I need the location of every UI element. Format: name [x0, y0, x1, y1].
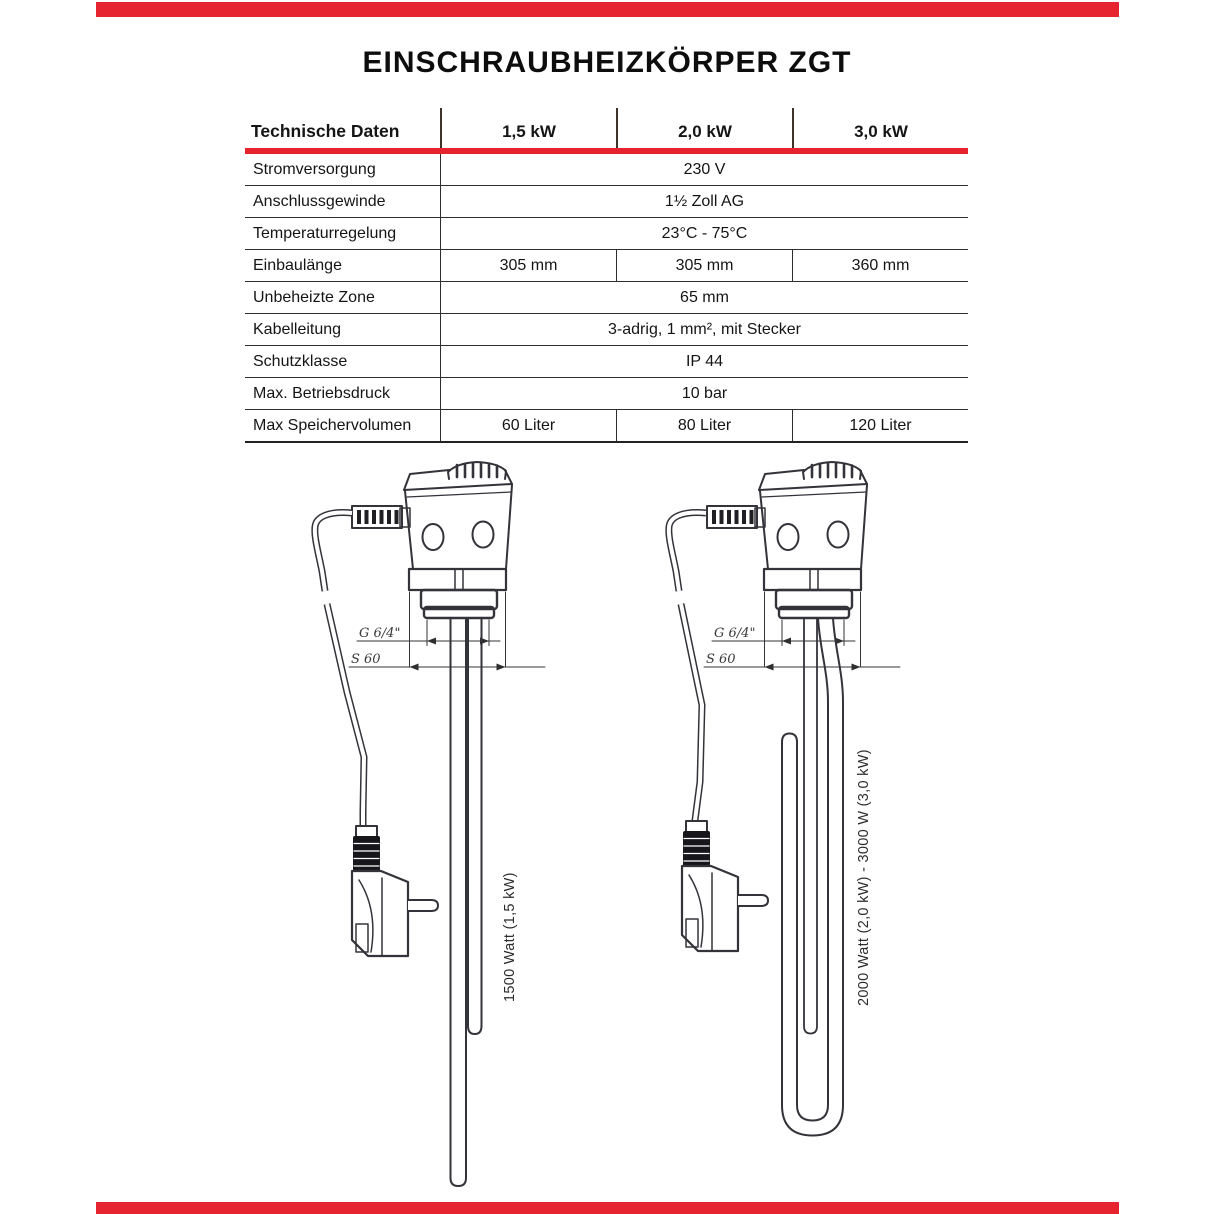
row-value: 305 mm — [616, 250, 792, 281]
power-cable — [669, 513, 706, 828]
row-label: Schutzklasse — [253, 352, 348, 370]
table-row — [245, 346, 968, 378]
row-label: Unbeheizte Zone — [253, 288, 375, 306]
col-header-3-0kw: 3,0 kW — [792, 108, 968, 148]
row-value: 305 mm — [440, 250, 616, 281]
heating-rod — [451, 618, 467, 1186]
row-label: Max Speichervolumen — [253, 416, 412, 434]
page-title: EINSCHRAUBHEIZKÖRPER ZGT — [362, 46, 852, 79]
row-label: Temperaturregelung — [253, 224, 397, 242]
row-label: Stromversorgung — [253, 160, 376, 178]
power-rating-label: 2000 Watt (2,0 kW) - 3000 W (3,0 kW) — [856, 749, 872, 1006]
schuko-plug — [682, 821, 768, 951]
wrench-dimension-label: S 60 — [351, 652, 381, 667]
table-header-row — [245, 108, 968, 148]
schuko-plug — [352, 826, 438, 956]
top-red-rule — [96, 2, 1119, 17]
row-value: 65 mm — [440, 282, 968, 313]
row-value: 120 Liter — [792, 410, 968, 441]
technical-drawings — [280, 452, 960, 1214]
table-row — [245, 250, 968, 282]
row-value: 80 Liter — [616, 410, 792, 441]
row-value: 60 Liter — [440, 410, 616, 441]
table-row — [245, 378, 968, 410]
table-row — [245, 282, 968, 314]
row-value: 3-adrig, 1 mm², mit Stecker — [440, 314, 968, 345]
row-value: 230 V — [440, 154, 968, 185]
bottom-red-rule — [96, 1202, 1119, 1214]
table-row — [245, 218, 968, 250]
table-row — [245, 154, 968, 186]
row-label: Kabelleitung — [253, 320, 342, 338]
power-cable — [315, 513, 364, 833]
table-row — [245, 186, 968, 218]
row-label: Max. Betriebsdruck — [253, 384, 390, 402]
right-heater-drawing — [669, 462, 900, 1136]
row-value: 10 bar — [440, 378, 968, 409]
table-row — [245, 410, 968, 443]
sensor-tube — [804, 618, 817, 1034]
thread-dimension-label: G 6/4" — [714, 626, 756, 641]
row-value: 1½ Zoll AG — [440, 186, 968, 217]
heater-drawings-svg — [280, 452, 960, 1212]
row-label: Einbaulänge — [253, 256, 342, 274]
table-row — [245, 314, 968, 346]
row-value: 23°C - 75°C — [440, 218, 968, 249]
row-value: 360 mm — [792, 250, 968, 281]
power-rating-label: 1500 Watt (1,5 kW) — [502, 872, 518, 1002]
heating-rod-u-bend — [782, 618, 843, 1136]
technical-data-table — [245, 108, 968, 443]
wrench-dimension-label: S 60 — [706, 652, 736, 667]
row-label: Anschlussgewinde — [253, 192, 386, 210]
row-value: IP 44 — [440, 346, 968, 377]
left-heater-drawing — [315, 462, 545, 1186]
col-header-1-5kw: 1,5 kW — [440, 108, 616, 148]
sensor-tube — [468, 618, 482, 1034]
thread-dimension-label: G 6/4" — [359, 626, 401, 641]
col-header-name: Technische Daten — [251, 121, 400, 141]
col-header-2-0kw: 2,0 kW — [616, 108, 792, 148]
